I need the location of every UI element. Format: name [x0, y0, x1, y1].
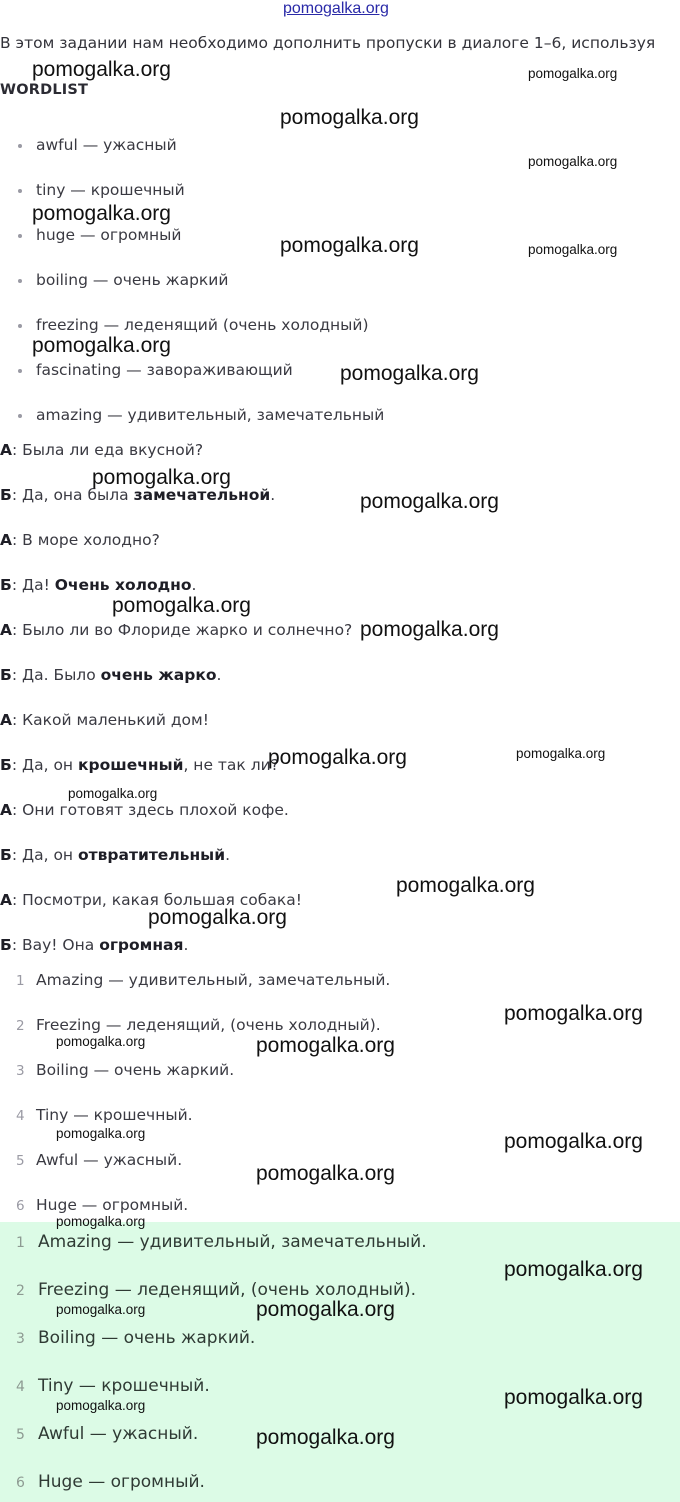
wordlist-item-text: awful — ужасный	[36, 136, 177, 154]
watermark: pomogalka.org	[92, 466, 231, 489]
wordlist-item	[18, 181, 185, 199]
watermark: pomogalka.org	[112, 594, 251, 617]
answer-item: 6 Huge — огромный.	[16, 1196, 189, 1214]
intro-text: В этом задании нам необходимо дополнить пропуски в диалоге 1–6, используя	[0, 34, 656, 52]
watermark: pomogalka.org	[340, 362, 479, 385]
watermark: pomogalka.org	[56, 1398, 146, 1413]
highlighted-answer-item: 4 Tiny — крошечный.	[16, 1376, 210, 1396]
wordlist-item	[18, 136, 177, 154]
watermark: pomogalka.org	[280, 234, 419, 257]
dialogue-line: Б: Вау! Она огромная.	[0, 936, 189, 954]
dialogue-line: Б: Да, она была замечательной.	[0, 486, 276, 504]
watermark: pomogalka.org	[504, 1258, 643, 1281]
watermark: pomogalka.org	[68, 786, 158, 801]
watermark: pomogalka.org	[528, 154, 618, 169]
watermark: pomogalka.org	[396, 874, 535, 897]
watermark: pomogalka.org	[56, 1034, 146, 1049]
answer-item: 2 Freezing — леденящий, (очень холодный).	[16, 1016, 381, 1034]
watermark: pomogalka.org	[268, 746, 407, 769]
dialogue-line: А: Они готовят здесь плохой кофе.	[0, 801, 289, 819]
wordlist-item-text: freezing — леденящий (очень холодный)	[36, 316, 369, 334]
dialogue-line: А: Какой маленький дом!	[0, 711, 209, 729]
wordlist-item	[18, 271, 228, 289]
bullet-icon	[18, 414, 22, 418]
bullet-icon	[18, 144, 22, 148]
watermark: pomogalka.org	[256, 1034, 395, 1057]
wordlist-item-text: tiny — крошечный	[36, 181, 185, 199]
bullet-icon	[18, 279, 22, 283]
answer-item: 1 Amazing — удивительный, замечательный.	[16, 971, 391, 989]
wordlist-item	[18, 361, 293, 379]
watermark-link[interactable]: pomogalka.org	[283, 0, 389, 17]
dialogue-line: А: Было ли во Флориде жарко и солнечно?	[0, 621, 353, 639]
watermark: pomogalka.org	[56, 1214, 146, 1229]
watermark: pomogalka.org	[504, 1130, 643, 1153]
watermark: pomogalka.org	[32, 58, 171, 81]
highlighted-answer-item: 1 Amazing — удивительный, замечательный.	[16, 1232, 427, 1252]
wordlist-item-text: amazing — удивительный, замечательный	[36, 406, 385, 424]
dialogue-line: Б: Да, он отвратительный.	[0, 846, 230, 864]
watermark: pomogalka.org	[56, 1126, 146, 1141]
wordlist-item-text: fascinating — завораживающий	[36, 361, 293, 379]
bullet-icon	[18, 369, 22, 373]
wordlist-item	[18, 226, 181, 244]
wordlist-item-text: huge — огромный	[36, 226, 182, 244]
watermark: pomogalka.org	[32, 334, 171, 357]
dialogue-line: А: Посмотри, какая большая собака!	[0, 891, 302, 909]
watermark: pomogalka.org	[528, 242, 618, 257]
watermark: pomogalka.org	[256, 1162, 395, 1185]
watermark: pomogalka.org	[504, 1386, 643, 1409]
dialogue-line: А: В море холодно?	[0, 531, 160, 549]
watermark: pomogalka.org	[280, 106, 419, 129]
dialogue-line: Б: Да, он крошечный, не так ли?	[0, 756, 279, 774]
watermark: pomogalka.org	[516, 746, 606, 761]
dialogue-line: Б: Да! Очень холодно.	[0, 576, 197, 594]
highlighted-answer-item: 6 Huge — огромный.	[16, 1472, 205, 1492]
answer-item: 4 Tiny — крошечный.	[16, 1106, 193, 1124]
watermark: pomogalka.org	[360, 490, 499, 513]
dialogue-line: Б: Да. Было очень жарко.	[0, 666, 222, 684]
watermark: pomogalka.org	[528, 66, 618, 81]
bullet-icon	[18, 324, 22, 328]
wordlist-item-text: boiling — очень жаркий	[36, 271, 229, 289]
wordlist-heading: WORDLIST	[0, 82, 89, 98]
watermark: pomogalka.org	[32, 202, 171, 225]
answer-item: 5 Awful — ужасный.	[16, 1151, 183, 1169]
answer-item: 3 Boiling — очень жаркий.	[16, 1061, 235, 1079]
bullet-icon	[18, 234, 22, 238]
watermark: pomogalka.org	[148, 906, 287, 929]
wordlist-item	[18, 406, 384, 424]
highlighted-answer-item: 3 Boiling — очень жаркий.	[16, 1328, 256, 1348]
watermark: pomogalka.org	[504, 1002, 643, 1025]
watermark: pomogalka.org	[360, 618, 499, 641]
wordlist-item	[18, 316, 369, 334]
bullet-icon	[18, 189, 22, 193]
watermark: pomogalka.org	[256, 1426, 395, 1449]
highlighted-answer-item: 2 Freezing — леденящий, (очень холодный).	[16, 1280, 417, 1300]
dialogue-line: А: Была ли еда вкусной?	[0, 441, 204, 459]
watermark: pomogalka.org	[256, 1298, 395, 1321]
highlighted-answer-item: 5 Awful — ужасный.	[16, 1424, 199, 1444]
watermark: pomogalka.org	[56, 1302, 146, 1317]
